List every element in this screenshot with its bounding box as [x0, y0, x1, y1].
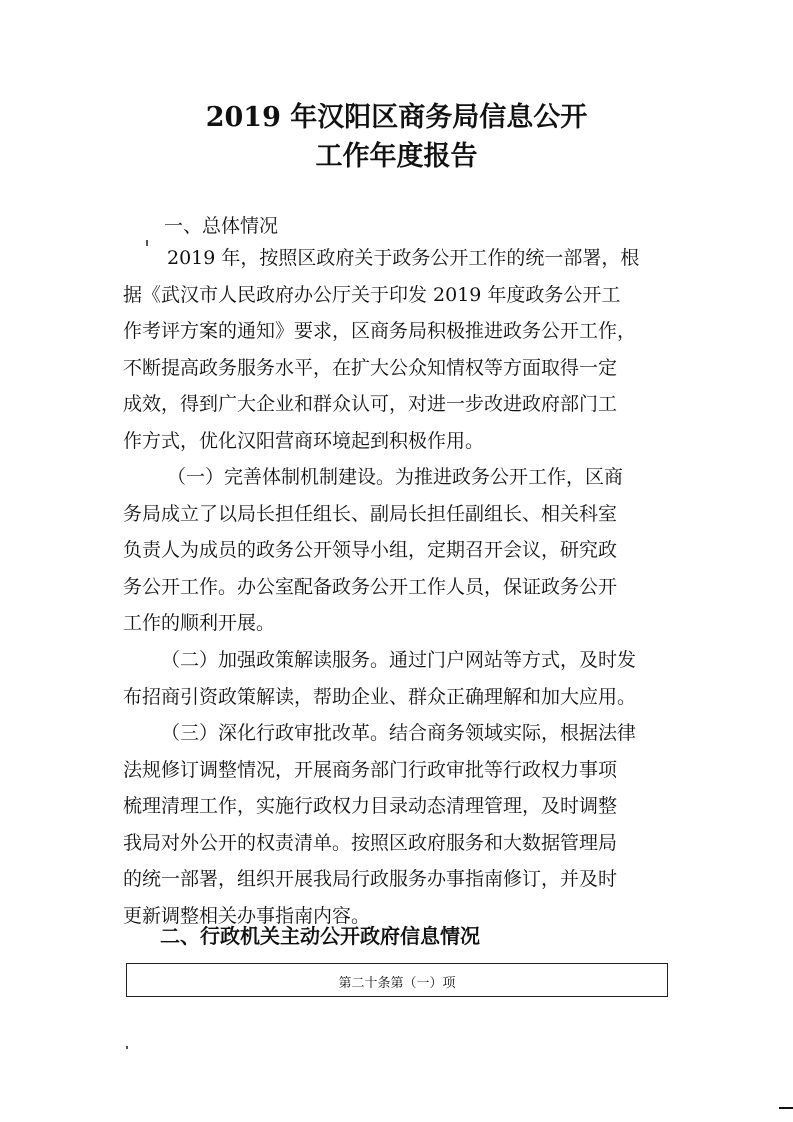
paragraph-line: 作方式，优化汉阳营商环境起到积极作用。: [123, 429, 485, 452]
paragraph-overview: [123, 240, 679, 459]
table-header-box: [126, 963, 668, 997]
paragraph-line: 据《武汉市人民政府办公厅关于印发 2019 年度政务公开工: [123, 283, 621, 306]
paragraph-line: 成效，得到广大企业和群众认可，对进一步改进政府部门工: [123, 393, 618, 415]
paragraph-line: 不断提高政务服务水平，在扩大公众知情权等方面取得一定: [123, 356, 618, 379]
report-title-line-2: 工作年度报告: [315, 141, 478, 172]
scan-speck: [146, 240, 148, 246]
paragraph-policy: [123, 642, 679, 715]
paragraph-line: 务局成立了以局长担任组长、副局长担任副组长、相关科室: [123, 502, 618, 525]
paragraph-line: 工作的顺利开展。: [123, 612, 276, 634]
section-1-heading: 一、总体情况: [164, 215, 279, 237]
paragraph-line: 的统一部署，组织开展我局行政服务办事指南修订，并及时: [123, 868, 618, 890]
table-caption: 第二十条第（一）项: [338, 976, 456, 991]
paragraph-line: 务公开工作。办公室配备政务公开工作人员，保证政务公开: [123, 575, 618, 598]
paragraph-line: 2019 年，按照区政府关于政务公开工作的统一部署，根: [167, 247, 640, 269]
paragraph-line: 法规修订调整情况，开展商务部门行政审批等行政权力事项: [123, 758, 618, 781]
paragraph-line: 布招商引资政策解读，帮助企业、群众正确理解和加大应用。: [123, 685, 637, 708]
paragraph-line: 我局对外公开的权责清单。按照区政府服务和大数据管理局: [123, 831, 618, 854]
paragraph-line: （三）深化行政审批改革。结合商务领域实际，根据法律: [161, 722, 637, 744]
scan-speck: [126, 1046, 128, 1049]
page-edge-mark: [779, 1107, 793, 1109]
paragraph-approval: [123, 715, 679, 934]
paragraph-institution: [123, 459, 679, 642]
paragraph-line: 作考评方案的通知》要求，区商务局积极推进政务公开工作，: [123, 320, 637, 342]
paragraph-line: （一）完善体制机制建设。为推进政务公开工作，区商: [167, 466, 624, 488]
paragraph-line: （二）加强政策解读服务。通过门户网站等方式，及时发: [161, 649, 637, 671]
report-title-line-1: 2019 年汉阳区商务局信息公开: [205, 102, 588, 133]
paragraph-line: 负责人为成员的政务公开领导小组，定期召开会议，研究政: [123, 539, 618, 561]
paragraph-line: 更新调整相关办事指南内容。: [123, 904, 371, 927]
paragraph-line: 梳理清理工作，实施行政权力目录动态清理管理，及时调整: [123, 795, 618, 817]
section-2-heading: 二、行政机关主动公开政府信息情况: [160, 924, 480, 948]
